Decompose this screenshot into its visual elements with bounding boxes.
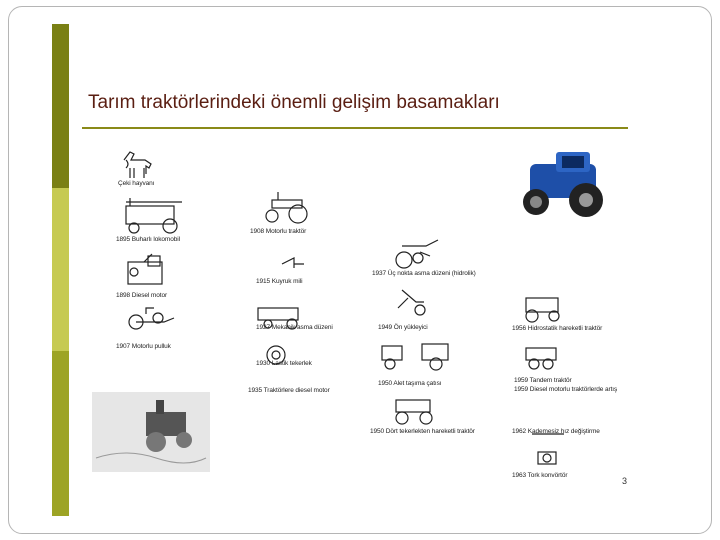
timeline-illustration <box>86 138 632 488</box>
caption-1956: 1956 Hidrostatik hareketli traktör <box>512 325 603 332</box>
tractor-icon <box>523 152 603 217</box>
title-underline <box>82 127 628 129</box>
horse-icon <box>124 152 151 178</box>
caption-1895: 1895 Buharlı lokomobil <box>116 236 180 243</box>
caption-1949: 1949 Ön yükleyici <box>378 324 428 331</box>
caption-1915: 1915 Kuyruk mili <box>256 278 303 285</box>
caption-1927: 1927 Mekanik asma düzeni <box>256 324 333 331</box>
accent-bar-light <box>52 188 69 351</box>
caption-1963: 1963 Tork konvörtör <box>512 472 568 479</box>
caption-1935: 1935 Traktörlere diesel motor <box>248 387 330 394</box>
caption-1930: 1930 Lastik tekerlek <box>256 360 312 367</box>
steam-tractor-photo <box>92 392 210 472</box>
accent-bar-mid <box>52 351 69 516</box>
page-number: 3 <box>622 476 628 486</box>
caption-1962: 1962 Kademesiz hız değiştirme <box>512 428 600 435</box>
caption-1907: 1907 Motorlu pulluk <box>116 343 171 350</box>
caption-1959: 1959 Tandem traktör <box>514 377 572 384</box>
caption-horse: Çeki hayvanı <box>118 180 155 187</box>
caption-1950a: 1950 Alet taşıma çatısı <box>378 380 442 387</box>
steam-engine-icon <box>126 198 182 233</box>
caption-1898: 1898 Diesel motor <box>116 292 168 299</box>
caption-1908: 1908 Motorlu traktör <box>250 228 307 235</box>
caption-1950b: 1950 Dört tekerlekten hareketli traktör <box>370 428 475 435</box>
accent-bar-dark <box>52 24 69 188</box>
slide-title: Tarım traktörlerindeki önemli gelişim basamakları <box>88 92 500 113</box>
caption-1937: 1937 Üç nokta asma düzeni (hidrolik) <box>372 270 476 277</box>
caption-1959b: 1959 Diesel motorlu traktörlerde artış <box>514 386 618 393</box>
